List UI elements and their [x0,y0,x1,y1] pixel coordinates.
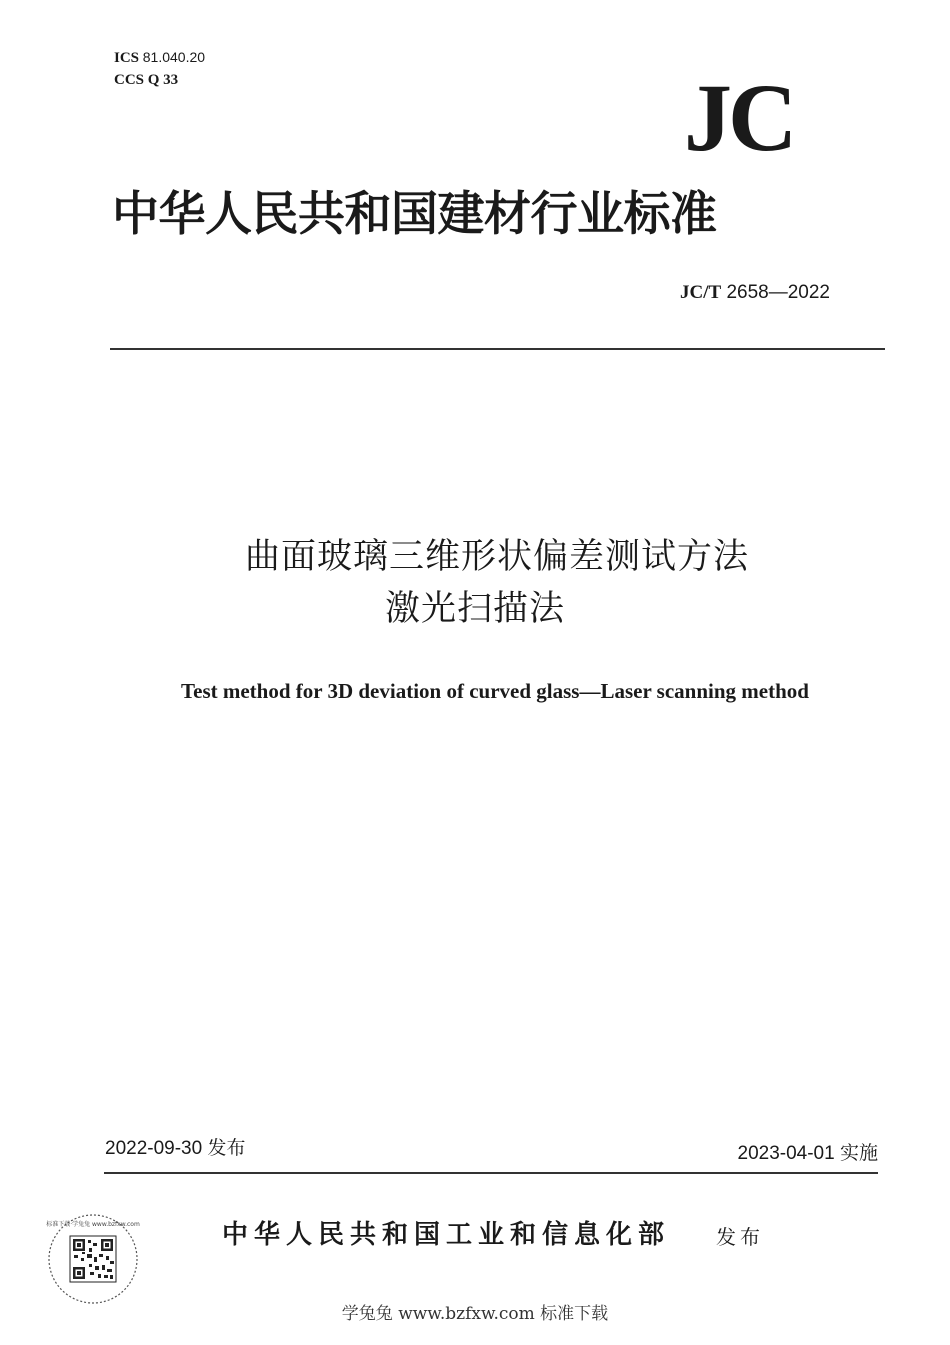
title-cn-line1: 曲面玻璃三维形状偏差测试方法 [244,537,749,577]
qr-stamp-text: 标准下载·学兔兔 www.bzfxw.com [46,1221,140,1228]
ccs-label: CCS [114,72,145,88]
ics-line [114,46,205,69]
industry-standard-title: 中华人民共和国建材行业标准 [112,187,717,242]
footer-divider [104,1172,878,1174]
standard-prefix: JC/T [680,282,722,303]
title-cn-line2: 激光扫描法 [384,589,565,629]
implementation-date-value: 2023-04-01 [737,1143,835,1164]
title-english: Test method for 3D deviation of curved glass—Laser scanning method [181,679,809,703]
ics-code: 81.040.20 [142,49,206,65]
ics-label: ICS [114,50,140,66]
implementation-date [738,1140,879,1167]
jc-logo: JC [684,64,794,171]
publisher-label: 发布 [716,1225,764,1249]
implementation-date-label: 实施 [839,1142,878,1164]
header-divider [110,348,885,350]
qr-code-stamp-icon [46,1212,140,1306]
download-footer: 学兔兔 www.bzfxw.com 标准下载 [341,1304,609,1324]
issue-date [105,1135,246,1162]
standard-code: 2658—2022 [726,282,831,303]
ccs-code: Q 33 [147,72,179,88]
classification-codes [114,46,205,91]
publisher-name: 中华人民共和国工业和信息化部 [222,1220,671,1250]
ccs-line [114,69,205,91]
issue-date-label: 发布 [207,1137,246,1159]
issue-date-value: 2022-09-30 [105,1138,203,1159]
standard-number [680,281,830,305]
